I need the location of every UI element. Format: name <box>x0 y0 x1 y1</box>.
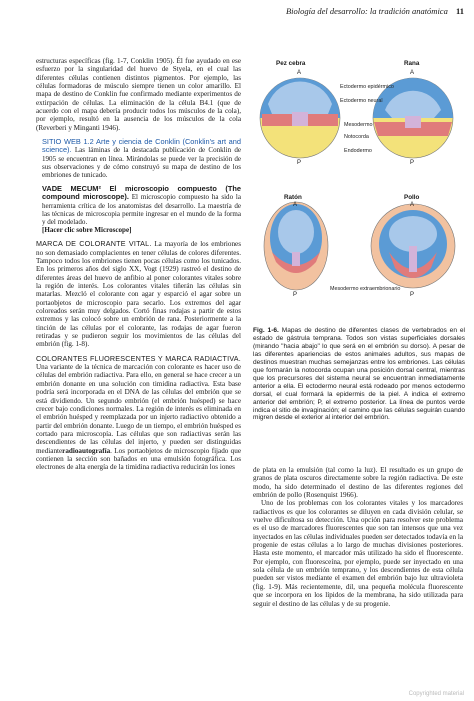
frog-embryo <box>373 78 453 158</box>
paragraph-chick-fate: de plata en la emulsión (tal como la luz). El resultado es un grupo de granos de plata oscuros directamente sobre la región radiactiva. De este modo, ha sido determinado el destino de las diferentes regiones del embrión de pollo (Rosenquist 1966). <box>253 466 463 500</box>
zebrafish-embryo <box>260 78 340 158</box>
section-fluorescent-body: Una variante de la técnica de marcación con colorante es hacer uso de células del embrión radiactiva. Para ello, en general se hace crecer a un embrión donante en una solución con timidina radiactiva. Esta base podría será incorporada en el DNA de las células del embrión que se está dividiendo. Un segundo embrión (el embrión huésped) se hace crecer bajo condiciones normales. La región de interés es eliminada en el embrión huésped y reemplazada por un injerto radiactivo obtenido a partir del embrión donante. Luego de un tiempo, el embrión huésped es cortado para microscopía. Las células que son radiactivas serán las descendientes de las células del injerto, y pueden ser distinguidas mediante <box>36 363 241 455</box>
caption-title: Fig. 1-6. <box>253 327 279 334</box>
fate-map-figure <box>248 56 468 328</box>
chick-posterior: P <box>410 292 415 298</box>
vade-mecum-box <box>42 185 241 234</box>
paragraph-fluorescent: Uno de los problemas con los colorantes vitales y los marcadores radiactivos es que los colorantes se diluyen en cada división celular, se vuelve dificultosa su detección. Una opción para resolver este problema es el uso de marcadores fluorescentes que son tan intensos que una vez inyectados en las células individuales pueden ser detectados todavía en la progenie de estas células a lo largo de muchas divisiones posteriores. Hasta este momento, el marcador más utilizado ha sido el fluorescente. Por ejemplo, con fluoresceína, por ejemplo, puede ser inyectado en una sola célula de un embrión temprano, y los descendientes de esta célula pueden ser vistos mediante el examen del embrión bajo luz ultravioleta (fig. 1-9). Más recientemente, dil, una pequeña molécula fluorescente que se incorpora en los lípidos de la membrana, ha sido utilizada para seguir el destino de las células y de su progenie. <box>253 499 463 608</box>
section-vital-dye-title: MARCA DE COLORANTE VITAL. <box>36 239 152 249</box>
zebrafish-posterior: P <box>297 160 302 166</box>
section-fluorescent-title: COLORANTES FLUORESCENTES Y MARCA RADIACTIVA. <box>36 353 241 363</box>
right-column <box>253 466 463 608</box>
mouse-notochord <box>292 252 300 266</box>
section-vital-dye-body: La mayoría de los embriones no son demasiado complacientes en tener células de colores diferentes. Tampoco todos los embriones tienen pocas células como los tunicados. En los primeros años del siglo XX, Vogt (1929) rastreó el destino de diferentes áreas del huevo de anfibio al poner colorantes vitales sobre la región de interés. Los colorantes vitales tiñerán las células sin matarlas. Mezcló el colorante con agar y esparció el agar sobre un portaobjetos de microscopio para secarlo. Los extremos del agar coloreados serán muy delgados. Cortó finas rodajas a partir de estos extremos y las colocó sobre un embrión de rana. Posteriormente a la tinción de las células por el colorante, las rodajas de agar fueron retiradas y se pudieron seguir los movimientos de las células del embrión (fig. 1-8). <box>36 240 242 349</box>
section-fluorescent <box>36 355 241 472</box>
radioautography-term: radioautografía <box>62 446 111 455</box>
page-number: 11 <box>455 6 464 16</box>
frog-posterior: P <box>410 160 415 166</box>
vade-mecum-body: El microscopio compuesto ha sido la herramienta crítica de los anatomistas del desarrollo. La maestría de las técnicas de microscopia permite ingresar en el mundo de la forma y del modelado. <box>42 193 242 226</box>
web-site-box <box>42 138 241 179</box>
legend-endoderm: Endodermo <box>344 148 372 154</box>
running-header <box>286 6 464 16</box>
caption-body: Mapas de destino de diferentes clases de vertebrados en el estado de gástrula temprana. Todos son vistas superficiales dorsales (mirando "hacia abajo" lo que será en el embrión su dorso). A pesar de las diferentes apariencias de estos animales adultos, sus mapas de destinos muestran muchas semejanzas entre los embriones. Las células que formarán la notocorda ocupan una posición dorsal central, mientras que los precursores del sistema neural se encuentran inmediatamente anterior a ella. El ectodermo neural está rodeado por menos ectodermo dorsal, el cual formará la epidermis de la piel. A indica el extremo anterior del embrión; P, el extremo posterior. La línea de puntos verde indica el sitio de invaginación; el camino que las células seguirán cuando migren desde el exterior al interior del embrión. <box>253 327 465 422</box>
legend-notochord: Notocorda <box>344 134 369 140</box>
frog-label: Rana <box>404 60 420 67</box>
mouse-posterior: P <box>293 292 298 298</box>
mouse-embryo <box>264 202 328 290</box>
chick-notochord <box>409 246 417 272</box>
paragraph-conklin: estructuras específicas (fig. 1-7, Conklin 1905). Él fue ayudado en ese esfuerzo por la singularidad del huevo de Styela, en el cual las diferentes células contienen distintos pigmentos. Por ejemplo, las células formadoras de músculo siempre tienen un color amarillo. El mapa de destino de Conklin fue confirmado mediante experimentos de extirpación de células. La eliminación de la célula B4.1 (que de acuerdo con el mapa debería producir todos los músculos de la cola), por ejemplo, resultó en la ausencia de los músculos de la cola (Reverberi y Minganti 1946). <box>36 57 241 132</box>
vade-mecum-title[interactable]: VADE MECUM² El microscopio compuesto (The compound microscope). <box>42 184 241 202</box>
copyright-watermark: Copyrighted material <box>408 691 464 697</box>
vade-mecum-link[interactable]: [Hacer clic sobre Microscope] <box>42 226 132 235</box>
zebrafish-notochord <box>292 112 308 126</box>
frog-notochord <box>405 116 421 128</box>
frog-anterior: A <box>410 70 415 76</box>
legend-extraembryonic: Mesodermo extraembrionario <box>330 286 401 292</box>
chick-embryo <box>371 204 455 288</box>
section-fluorescent-end: . Los portaobjetos de microscopio fijado que contienen la sección son bañados en una emulsión fotográfica. Los electrones de alta energía de la timidina radiactiva reducirán los iones <box>36 446 241 472</box>
mouse-label: Ratón <box>284 194 302 201</box>
chick-anterior: A <box>410 202 415 208</box>
legend-neural: Ectodermo neural <box>340 98 383 104</box>
mouse-neural <box>278 210 314 254</box>
zebrafish-anterior: A <box>297 70 302 76</box>
legend-ectoderm: Ectodermo epidérmico <box>340 84 394 90</box>
figure-caption <box>253 327 465 422</box>
mouse-anterior: A <box>293 202 298 208</box>
left-column <box>36 57 241 472</box>
running-title: Biología del desarrollo: la tradición anatómica <box>285 6 448 16</box>
chick-label: Pollo <box>404 194 420 201</box>
section-vital-dye <box>36 240 241 348</box>
zebrafish-label: Pez cebra <box>276 60 306 67</box>
web-site-body: Las láminas de la destacada publicación de Conklin de 1905 se encuentran en línea. Mirándolas se puede ver la precisión de sus observaciones y de cómo construyó su mapa de destino de los embriones de tunicado. <box>42 146 241 179</box>
web-site-title[interactable]: SITIO WEB 1.2 Arte y ciencia de Conklin (Conklin's art and science). <box>42 137 241 155</box>
legend-mesoderm: Mesodermo <box>344 122 373 128</box>
